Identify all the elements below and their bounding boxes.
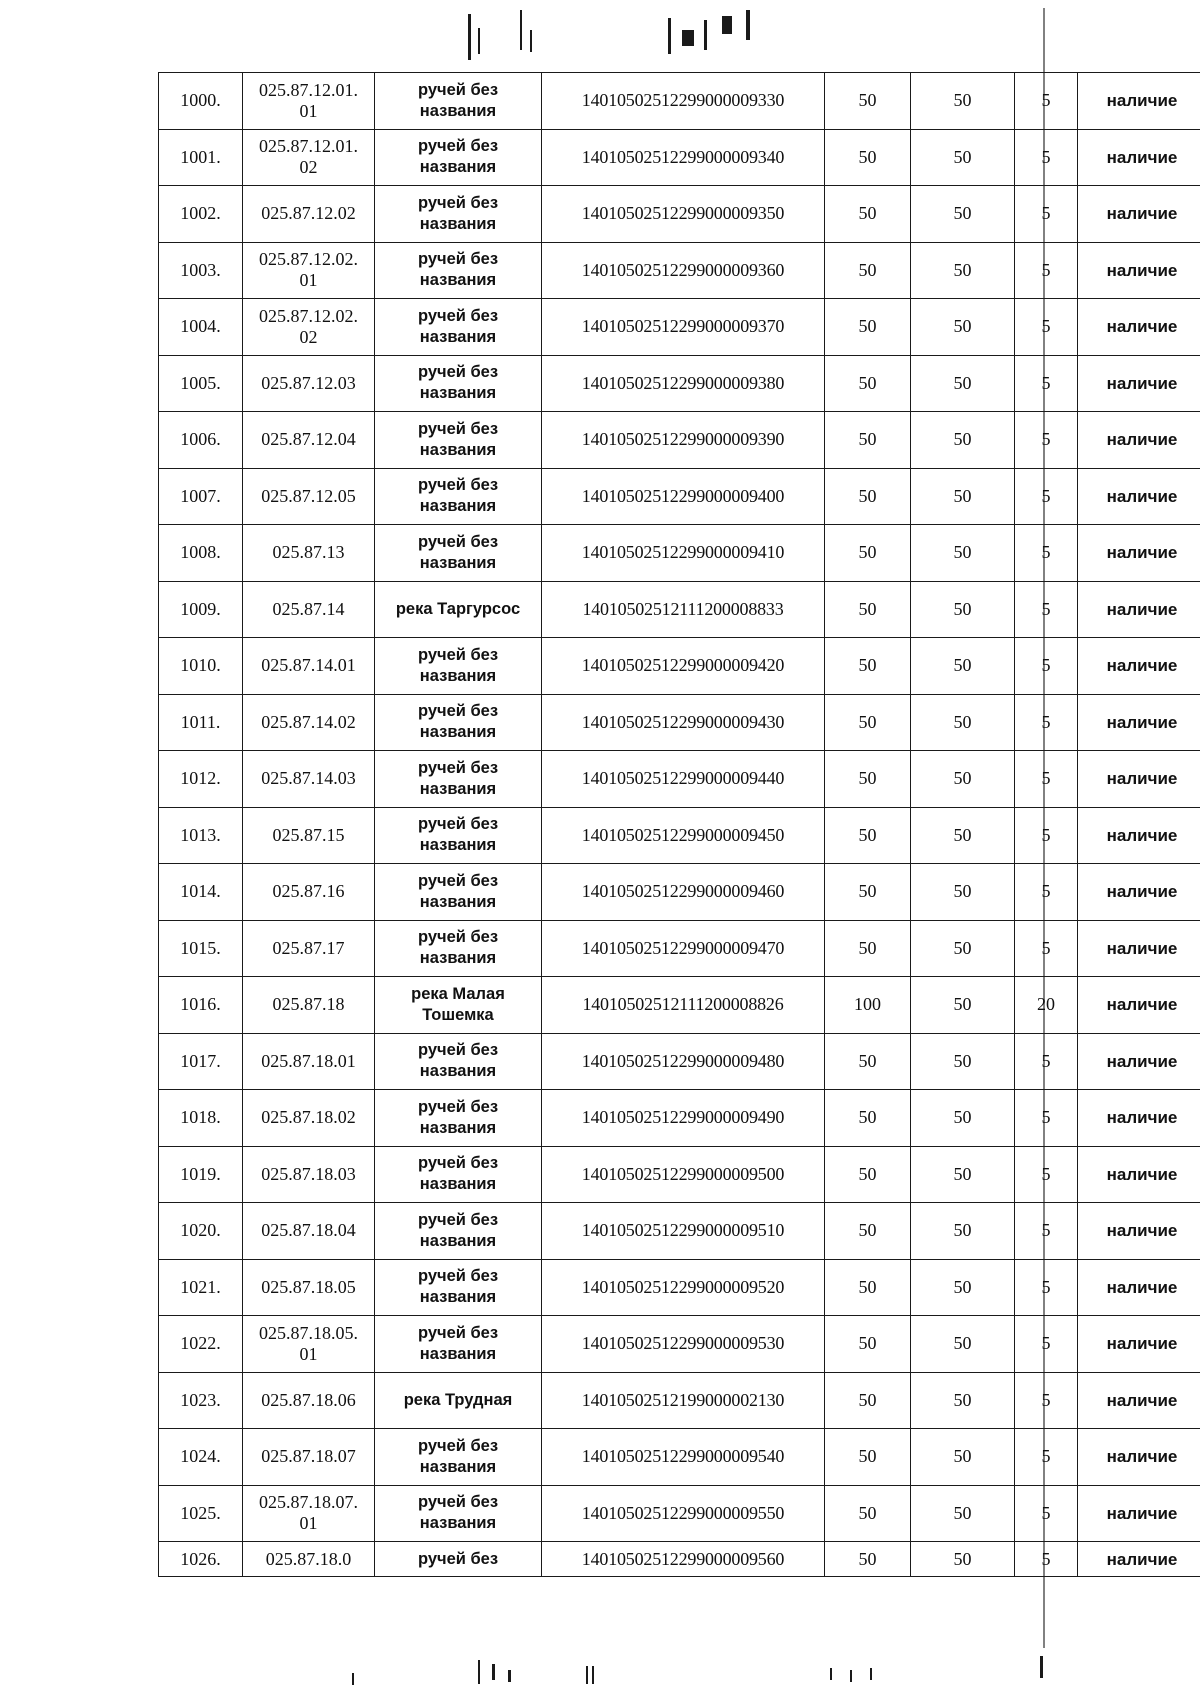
value-b-cell: 50 bbox=[911, 242, 1015, 299]
row-number-cell: 1013. bbox=[159, 807, 243, 864]
registry-number-cell: 14010502512299000009450 bbox=[542, 807, 825, 864]
object-code-cell bbox=[243, 1033, 375, 1090]
table-row bbox=[159, 864, 1200, 921]
registry-number-cell: 14010502512299000009460 bbox=[542, 864, 825, 921]
registry-number-cell: 14010502512299000009540 bbox=[542, 1429, 825, 1486]
object-code-text: 025.87.14.01 bbox=[261, 655, 356, 676]
value-b-cell: 50 bbox=[911, 864, 1015, 921]
value-c-cell: 5 bbox=[1015, 299, 1078, 356]
row-number-cell: 1010. bbox=[159, 638, 243, 695]
object-code-cell bbox=[243, 186, 375, 243]
scan-artifact bbox=[508, 1670, 511, 1682]
row-number-cell: 1022. bbox=[159, 1316, 243, 1373]
object-name-cell: ручей без названия bbox=[375, 1259, 542, 1316]
registry-number-cell: 14010502512299000009410 bbox=[542, 525, 825, 582]
object-name-cell: ручей без названия bbox=[375, 355, 542, 412]
object-code-text: 025.87.18.04 bbox=[261, 1220, 356, 1241]
object-code-text: 025.87.16 bbox=[272, 881, 345, 902]
value-c-cell: 5 bbox=[1015, 1429, 1078, 1486]
value-c-cell: 5 bbox=[1015, 751, 1078, 808]
scan-artifact bbox=[352, 1673, 354, 1685]
registry-number-cell: 14010502512299000009420 bbox=[542, 638, 825, 695]
status-cell: наличие bbox=[1078, 1033, 1200, 1090]
value-a-cell: 50 bbox=[825, 242, 911, 299]
object-name-cell: ручей без названия bbox=[375, 468, 542, 525]
value-a-cell: 50 bbox=[825, 1372, 911, 1429]
object-code-cell bbox=[243, 412, 375, 469]
value-b-cell: 50 bbox=[911, 1429, 1015, 1486]
object-code-text: 025.87.12.02.01 bbox=[259, 249, 358, 291]
table-row bbox=[159, 129, 1200, 186]
value-b-cell: 50 bbox=[911, 1259, 1015, 1316]
status-cell: наличие bbox=[1078, 977, 1200, 1034]
value-a-cell: 50 bbox=[825, 129, 911, 186]
value-c-cell: 5 bbox=[1015, 412, 1078, 469]
value-b-cell: 50 bbox=[911, 581, 1015, 638]
object-code-cell bbox=[243, 638, 375, 695]
row-number-cell: 1020. bbox=[159, 1203, 243, 1260]
registry-number-cell: 14010502512299000009530 bbox=[542, 1316, 825, 1373]
value-a-cell: 50 bbox=[825, 1033, 911, 1090]
scan-artifact bbox=[704, 20, 707, 50]
table-row bbox=[159, 1542, 1200, 1577]
table-row bbox=[159, 1485, 1200, 1542]
row-number-cell: 1017. bbox=[159, 1033, 243, 1090]
value-a-cell: 50 bbox=[825, 864, 911, 921]
object-name-cell: ручей без названия bbox=[375, 751, 542, 808]
object-code-text: 025.87.14.02 bbox=[261, 711, 356, 732]
registry-number-cell: 14010502512199000002130 bbox=[542, 1372, 825, 1429]
object-code-cell bbox=[243, 1316, 375, 1373]
table-row bbox=[159, 525, 1200, 582]
object-code-cell bbox=[243, 1259, 375, 1316]
value-b-cell: 50 bbox=[911, 73, 1015, 130]
object-code-text: 025.87.18.0 bbox=[265, 1548, 352, 1569]
object-name-cell: ручей без названия bbox=[375, 129, 542, 186]
value-c-cell: 5 bbox=[1015, 1203, 1078, 1260]
registry-number-cell: 14010502512299000009330 bbox=[542, 73, 825, 130]
object-name-cell: ручей без названия bbox=[375, 525, 542, 582]
object-code-cell bbox=[243, 920, 375, 977]
status-cell: наличие bbox=[1078, 525, 1200, 582]
scan-artifact bbox=[870, 1668, 872, 1680]
status-cell: наличие bbox=[1078, 1485, 1200, 1542]
row-number-cell: 1014. bbox=[159, 864, 243, 921]
value-b-cell: 50 bbox=[911, 751, 1015, 808]
value-a-cell: 100 bbox=[825, 977, 911, 1034]
status-cell: наличие bbox=[1078, 468, 1200, 525]
value-a-cell: 50 bbox=[825, 920, 911, 977]
object-code-text: 025.87.17 bbox=[272, 937, 345, 958]
object-code-text: 025.87.12.01.02 bbox=[259, 136, 358, 178]
value-b-cell: 50 bbox=[911, 186, 1015, 243]
status-cell: наличие bbox=[1078, 1429, 1200, 1486]
row-number-cell: 1001. bbox=[159, 129, 243, 186]
object-name-cell: ручей без названия bbox=[375, 186, 542, 243]
value-c-cell: 5 bbox=[1015, 186, 1078, 243]
value-c-cell: 5 bbox=[1015, 1259, 1078, 1316]
table-row bbox=[159, 1316, 1200, 1373]
value-a-cell: 50 bbox=[825, 1316, 911, 1373]
value-c-cell: 5 bbox=[1015, 525, 1078, 582]
scan-artifact bbox=[468, 14, 471, 60]
object-name-cell: ручей без названия bbox=[375, 638, 542, 695]
registry-number-cell: 14010502512299000009350 bbox=[542, 186, 825, 243]
value-a-cell: 50 bbox=[825, 1146, 911, 1203]
table-row bbox=[159, 920, 1200, 977]
value-b-cell: 50 bbox=[911, 412, 1015, 469]
object-name-cell: ручей без названия bbox=[375, 412, 542, 469]
object-name-cell: ручей без названия bbox=[375, 1429, 542, 1486]
table-row bbox=[159, 694, 1200, 751]
object-code-cell bbox=[243, 73, 375, 130]
row-number-cell: 1003. bbox=[159, 242, 243, 299]
registry-number-cell: 14010502512111200008826 bbox=[542, 977, 825, 1034]
status-cell: наличие bbox=[1078, 920, 1200, 977]
object-name-cell: ручей без названия bbox=[375, 1485, 542, 1542]
object-name-cell: ручей без названия bbox=[375, 1090, 542, 1147]
table-row bbox=[159, 638, 1200, 695]
row-number-cell: 1004. bbox=[159, 299, 243, 356]
object-code-cell bbox=[243, 581, 375, 638]
value-a-cell: 50 bbox=[825, 694, 911, 751]
object-code-cell bbox=[243, 807, 375, 864]
table-row bbox=[159, 1033, 1200, 1090]
object-code-text: 025.87.13 bbox=[272, 542, 345, 563]
row-number-cell: 1019. bbox=[159, 1146, 243, 1203]
object-code-cell bbox=[243, 1485, 375, 1542]
value-b-cell: 50 bbox=[911, 1203, 1015, 1260]
status-cell: наличие bbox=[1078, 807, 1200, 864]
object-code-text: 025.87.12.05 bbox=[261, 485, 356, 506]
object-name-cell: ручей без названия bbox=[375, 242, 542, 299]
row-number-cell: 1023. bbox=[159, 1372, 243, 1429]
value-a-cell: 50 bbox=[825, 525, 911, 582]
registry-number-cell: 14010502512299000009520 bbox=[542, 1259, 825, 1316]
object-code-text: 025.87.18.07.01 bbox=[259, 1492, 358, 1534]
value-b-cell: 50 bbox=[911, 977, 1015, 1034]
value-c-cell: 5 bbox=[1015, 1542, 1078, 1577]
value-b-cell: 50 bbox=[911, 1372, 1015, 1429]
object-name-cell: ручей без названия bbox=[375, 1146, 542, 1203]
status-cell: наличие bbox=[1078, 1146, 1200, 1203]
object-code-text: 025.87.14.03 bbox=[261, 768, 356, 789]
status-cell: наличие bbox=[1078, 1259, 1200, 1316]
scan-artifact bbox=[592, 1666, 594, 1684]
value-a-cell: 50 bbox=[825, 186, 911, 243]
value-a-cell: 50 bbox=[825, 581, 911, 638]
table-row bbox=[159, 73, 1200, 130]
object-name-cell: река Малая Тошемка bbox=[375, 977, 542, 1034]
value-a-cell: 50 bbox=[825, 355, 911, 412]
object-code-cell bbox=[243, 1429, 375, 1486]
scan-artifact bbox=[722, 16, 732, 34]
value-a-cell: 50 bbox=[825, 73, 911, 130]
registry-number-cell: 14010502512111200008833 bbox=[542, 581, 825, 638]
scan-artifact bbox=[586, 1666, 588, 1684]
registry-number-cell: 14010502512299000009390 bbox=[542, 412, 825, 469]
object-name-cell: ручей без названия bbox=[375, 807, 542, 864]
registry-number-cell: 14010502512299000009470 bbox=[542, 920, 825, 977]
row-number-cell: 1008. bbox=[159, 525, 243, 582]
scan-artifact bbox=[746, 10, 750, 40]
scan-artifact bbox=[492, 1664, 495, 1680]
table-row bbox=[159, 581, 1200, 638]
row-number-cell: 1006. bbox=[159, 412, 243, 469]
object-code-text: 025.87.18.05 bbox=[261, 1276, 356, 1297]
value-b-cell: 50 bbox=[911, 1316, 1015, 1373]
object-code-text: 025.87.18.03 bbox=[261, 1163, 356, 1184]
object-code-cell bbox=[243, 299, 375, 356]
object-code-cell bbox=[243, 1203, 375, 1260]
registry-number-cell: 14010502512299000009560 bbox=[542, 1542, 825, 1577]
status-cell: наличие bbox=[1078, 581, 1200, 638]
object-name-cell: ручей без названия bbox=[375, 864, 542, 921]
object-name-cell: ручей без bbox=[375, 1542, 542, 1577]
value-b-cell: 50 bbox=[911, 1485, 1015, 1542]
scan-artifact bbox=[682, 30, 694, 46]
table-row bbox=[159, 1146, 1200, 1203]
registry-number-cell: 14010502512299000009500 bbox=[542, 1146, 825, 1203]
scan-artifact bbox=[520, 10, 522, 50]
object-code-cell bbox=[243, 977, 375, 1034]
object-code-cell bbox=[243, 1090, 375, 1147]
scan-artifact bbox=[530, 30, 532, 52]
object-code-text: 025.87.18.06 bbox=[261, 1389, 356, 1410]
value-c-cell: 5 bbox=[1015, 129, 1078, 186]
object-code-text: 025.87.18 bbox=[272, 994, 345, 1015]
status-cell: наличие bbox=[1078, 864, 1200, 921]
status-cell: наличие bbox=[1078, 1372, 1200, 1429]
status-cell: наличие bbox=[1078, 242, 1200, 299]
value-a-cell: 50 bbox=[825, 1429, 911, 1486]
value-c-cell: 5 bbox=[1015, 242, 1078, 299]
value-c-cell: 5 bbox=[1015, 920, 1078, 977]
table-row bbox=[159, 468, 1200, 525]
row-number-cell: 1012. bbox=[159, 751, 243, 808]
table-row bbox=[159, 1203, 1200, 1260]
registry-number-cell: 14010502512299000009550 bbox=[542, 1485, 825, 1542]
value-c-cell: 5 bbox=[1015, 355, 1078, 412]
table-row bbox=[159, 1259, 1200, 1316]
value-c-cell: 5 bbox=[1015, 581, 1078, 638]
value-a-cell: 50 bbox=[825, 412, 911, 469]
table-row bbox=[159, 977, 1200, 1034]
row-number-cell: 1007. bbox=[159, 468, 243, 525]
scan-artifact bbox=[1040, 1656, 1043, 1678]
status-cell: наличие bbox=[1078, 751, 1200, 808]
value-a-cell: 50 bbox=[825, 468, 911, 525]
object-code-cell bbox=[243, 242, 375, 299]
value-a-cell: 50 bbox=[825, 1203, 911, 1260]
table-row bbox=[159, 186, 1200, 243]
object-code-cell bbox=[243, 1146, 375, 1203]
object-code-text: 025.87.12.02 bbox=[261, 203, 356, 224]
row-number-cell: 1026. bbox=[159, 1542, 243, 1577]
table-row bbox=[159, 807, 1200, 864]
object-code-text: 025.87.15 bbox=[272, 824, 345, 845]
value-b-cell: 50 bbox=[911, 1542, 1015, 1577]
status-cell: наличие bbox=[1078, 638, 1200, 695]
status-cell: наличие bbox=[1078, 129, 1200, 186]
table-row bbox=[159, 412, 1200, 469]
water-objects-table bbox=[158, 72, 1200, 1577]
value-b-cell: 50 bbox=[911, 299, 1015, 356]
object-name-cell: ручей без названия bbox=[375, 920, 542, 977]
status-cell: наличие bbox=[1078, 299, 1200, 356]
value-b-cell: 50 bbox=[911, 1033, 1015, 1090]
value-c-cell: 5 bbox=[1015, 468, 1078, 525]
object-code-cell bbox=[243, 1542, 375, 1577]
scan-artifact bbox=[478, 1660, 480, 1684]
row-number-cell: 1000. bbox=[159, 73, 243, 130]
registry-number-cell: 14010502512299000009360 bbox=[542, 242, 825, 299]
status-cell: наличие bbox=[1078, 186, 1200, 243]
value-c-cell: 5 bbox=[1015, 1372, 1078, 1429]
object-code-text: 025.87.12.04 bbox=[261, 429, 356, 450]
value-c-cell: 5 bbox=[1015, 807, 1078, 864]
status-cell: наличие bbox=[1078, 73, 1200, 130]
object-code-cell bbox=[243, 694, 375, 751]
value-a-cell: 50 bbox=[825, 1485, 911, 1542]
registry-number-cell: 14010502512299000009370 bbox=[542, 299, 825, 356]
value-b-cell: 50 bbox=[911, 638, 1015, 695]
row-number-cell: 1021. bbox=[159, 1259, 243, 1316]
value-b-cell: 50 bbox=[911, 694, 1015, 751]
value-b-cell: 50 bbox=[911, 468, 1015, 525]
table-row bbox=[159, 751, 1200, 808]
table-body bbox=[159, 73, 1200, 1577]
value-b-cell: 50 bbox=[911, 355, 1015, 412]
value-c-cell: 5 bbox=[1015, 1090, 1078, 1147]
row-number-cell: 1005. bbox=[159, 355, 243, 412]
value-c-cell: 5 bbox=[1015, 1485, 1078, 1542]
value-a-cell: 50 bbox=[825, 299, 911, 356]
table-row bbox=[159, 1429, 1200, 1486]
object-code-cell bbox=[243, 355, 375, 412]
status-cell: наличие bbox=[1078, 694, 1200, 751]
status-cell: наличие bbox=[1078, 412, 1200, 469]
object-code-text: 025.87.18.01 bbox=[261, 1050, 356, 1071]
table-row bbox=[159, 299, 1200, 356]
status-cell: наличие bbox=[1078, 355, 1200, 412]
object-name-cell: река Таргурсос bbox=[375, 581, 542, 638]
row-number-cell: 1018. bbox=[159, 1090, 243, 1147]
registry-number-cell: 14010502512299000009400 bbox=[542, 468, 825, 525]
value-b-cell: 50 bbox=[911, 129, 1015, 186]
value-c-cell: 5 bbox=[1015, 638, 1078, 695]
value-c-cell: 5 bbox=[1015, 1316, 1078, 1373]
value-a-cell: 50 bbox=[825, 638, 911, 695]
registry-number-cell: 14010502512299000009510 bbox=[542, 1203, 825, 1260]
row-number-cell: 1009. bbox=[159, 581, 243, 638]
value-b-cell: 50 bbox=[911, 807, 1015, 864]
value-c-cell: 5 bbox=[1015, 694, 1078, 751]
value-c-cell: 5 bbox=[1015, 1033, 1078, 1090]
row-number-cell: 1011. bbox=[159, 694, 243, 751]
value-c-cell: 5 bbox=[1015, 1146, 1078, 1203]
status-cell: наличие bbox=[1078, 1316, 1200, 1373]
status-cell: наличие bbox=[1078, 1203, 1200, 1260]
object-code-cell bbox=[243, 864, 375, 921]
object-code-text: 025.87.12.03 bbox=[261, 372, 356, 393]
registry-number-cell: 14010502512299000009430 bbox=[542, 694, 825, 751]
row-number-cell: 1024. bbox=[159, 1429, 243, 1486]
value-a-cell: 50 bbox=[825, 1542, 911, 1577]
object-code-cell bbox=[243, 525, 375, 582]
object-name-cell: ручей без названия bbox=[375, 694, 542, 751]
scan-artifact bbox=[830, 1668, 832, 1680]
status-cell: наличие bbox=[1078, 1542, 1200, 1577]
object-code-cell bbox=[243, 1372, 375, 1429]
value-b-cell: 50 bbox=[911, 1090, 1015, 1147]
row-number-cell: 1025. bbox=[159, 1485, 243, 1542]
object-code-cell bbox=[243, 751, 375, 808]
table-row bbox=[159, 355, 1200, 412]
status-cell: наличие bbox=[1078, 1090, 1200, 1147]
value-b-cell: 50 bbox=[911, 525, 1015, 582]
value-a-cell: 50 bbox=[825, 1259, 911, 1316]
scan-artifact bbox=[850, 1670, 852, 1682]
registry-number-cell: 14010502512299000009480 bbox=[542, 1033, 825, 1090]
value-c-cell: 20 bbox=[1015, 977, 1078, 1034]
registry-number-cell: 14010502512299000009440 bbox=[542, 751, 825, 808]
object-code-cell bbox=[243, 468, 375, 525]
row-number-cell: 1015. bbox=[159, 920, 243, 977]
object-name-cell: ручей без названия bbox=[375, 299, 542, 356]
object-name-cell: ручей без названия bbox=[375, 1033, 542, 1090]
value-c-cell: 5 bbox=[1015, 864, 1078, 921]
object-code-text: 025.87.12.01.01 bbox=[259, 79, 358, 121]
object-code-text: 025.87.12.02.02 bbox=[259, 305, 358, 347]
object-name-cell: ручей без названия bbox=[375, 1316, 542, 1373]
object-code-text: 025.87.18.07 bbox=[261, 1446, 356, 1467]
value-a-cell: 50 bbox=[825, 1090, 911, 1147]
object-name-cell: река Трудная bbox=[375, 1372, 542, 1429]
value-c-cell: 5 bbox=[1015, 73, 1078, 130]
object-code-text: 025.87.18.02 bbox=[261, 1107, 356, 1128]
value-b-cell: 50 bbox=[911, 1146, 1015, 1203]
object-code-text: 025.87.14 bbox=[272, 598, 345, 619]
object-code-text: 025.87.18.05.01 bbox=[259, 1322, 358, 1364]
scan-artifact bbox=[668, 18, 671, 54]
object-code-cell bbox=[243, 129, 375, 186]
value-a-cell: 50 bbox=[825, 807, 911, 864]
object-name-cell: ручей без названия bbox=[375, 1203, 542, 1260]
object-name-cell: ручей без названия bbox=[375, 73, 542, 130]
value-b-cell: 50 bbox=[911, 920, 1015, 977]
row-number-cell: 1002. bbox=[159, 186, 243, 243]
registry-number-cell: 14010502512299000009490 bbox=[542, 1090, 825, 1147]
table-row bbox=[159, 242, 1200, 299]
registry-number-cell: 14010502512299000009380 bbox=[542, 355, 825, 412]
registry-number-cell: 14010502512299000009340 bbox=[542, 129, 825, 186]
table-row bbox=[159, 1372, 1200, 1429]
row-number-cell: 1016. bbox=[159, 977, 243, 1034]
table-row bbox=[159, 1090, 1200, 1147]
value-a-cell: 50 bbox=[825, 751, 911, 808]
scan-artifact bbox=[478, 28, 480, 54]
